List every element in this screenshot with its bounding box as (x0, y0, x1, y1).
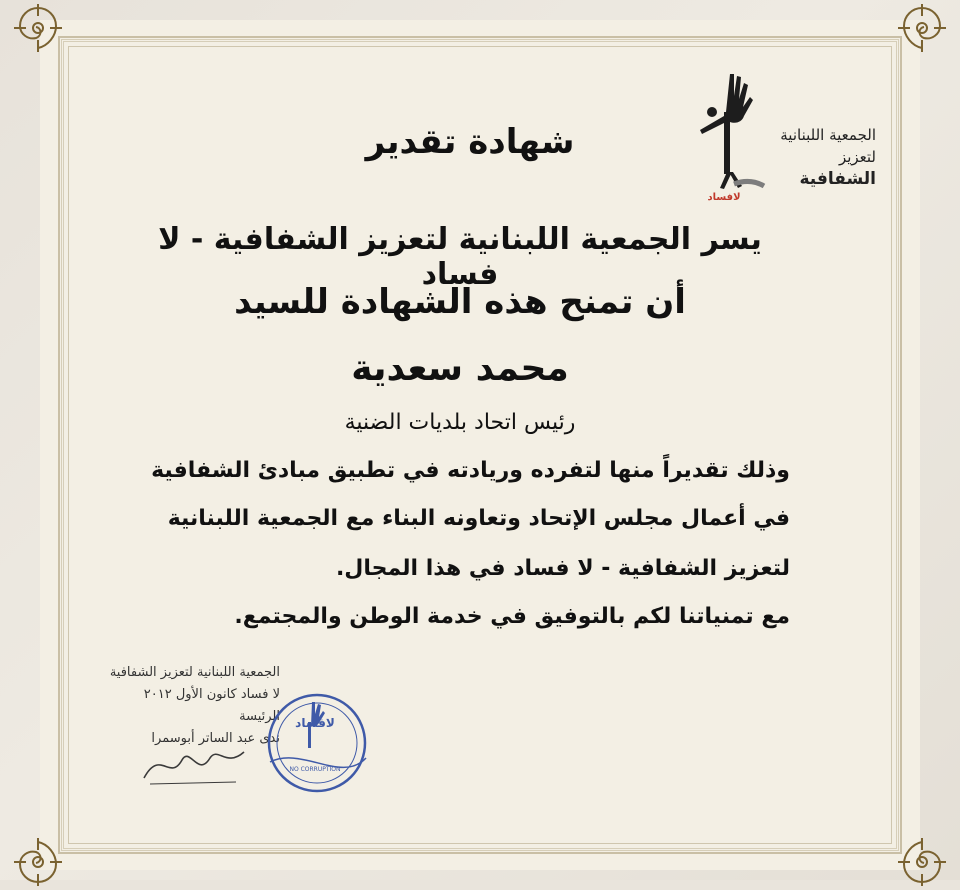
logo-tag: لافساد (707, 192, 741, 203)
logo-text (746, 124, 876, 190)
signature-block (90, 662, 280, 750)
signature-date-line: لا فساد كانون الأول ٢٠١٢ (143, 687, 280, 702)
grant-line: أن تمنح هذه الشهادة للسيد (234, 282, 686, 322)
official-stamp (262, 688, 372, 798)
signature-title-line: الرئيسة (239, 709, 280, 724)
intro-line: يسر الجمعية اللبنانية لتعزيز الشفافية - لا فساد (158, 222, 762, 292)
stamp-sub-text: NO CORRUPTION (289, 766, 341, 773)
logo-line-1: الجمعية اللبنانية (780, 126, 876, 144)
handwritten-signature (140, 738, 250, 788)
organization-logo (694, 72, 884, 212)
stamp-text: لافساد (295, 716, 335, 730)
floral-corner-icon (10, 0, 66, 56)
recipient-name: محمد سعدية (351, 348, 569, 389)
body-line-2: في أعمال مجلس الإتحاد وتعاونه البناء مع الجمعية اللبنانية (167, 506, 790, 531)
certificate-title: شهادة تقدير (365, 122, 575, 162)
signature-name-line: ندى عبد الساتر أبوسمرا (151, 731, 280, 746)
floral-corner-icon (894, 834, 950, 890)
body-line-3: لتعزيز الشفافية - لا فساد في هذا المجال. (335, 556, 790, 581)
logo-line-2: لتعزيز (838, 148, 876, 166)
body-line-1: وذلك تقديراً منها لتفرده وريادته في تطبيق مبادئ الشفافية (151, 458, 790, 483)
floral-corner-icon (10, 834, 66, 890)
recipient-role: رئيس اتحاد بلديات الضنية (344, 410, 576, 435)
floral-corner-icon (894, 0, 950, 56)
body-line-4: مع تمنياتنا لكم بالتوفيق في خدمة الوطن والمجتمع. (234, 604, 790, 629)
signature-org-line: الجمعية اللبنانية لتعزيز الشفافية (109, 665, 280, 680)
logo-line-3: الشفافية (799, 169, 876, 189)
